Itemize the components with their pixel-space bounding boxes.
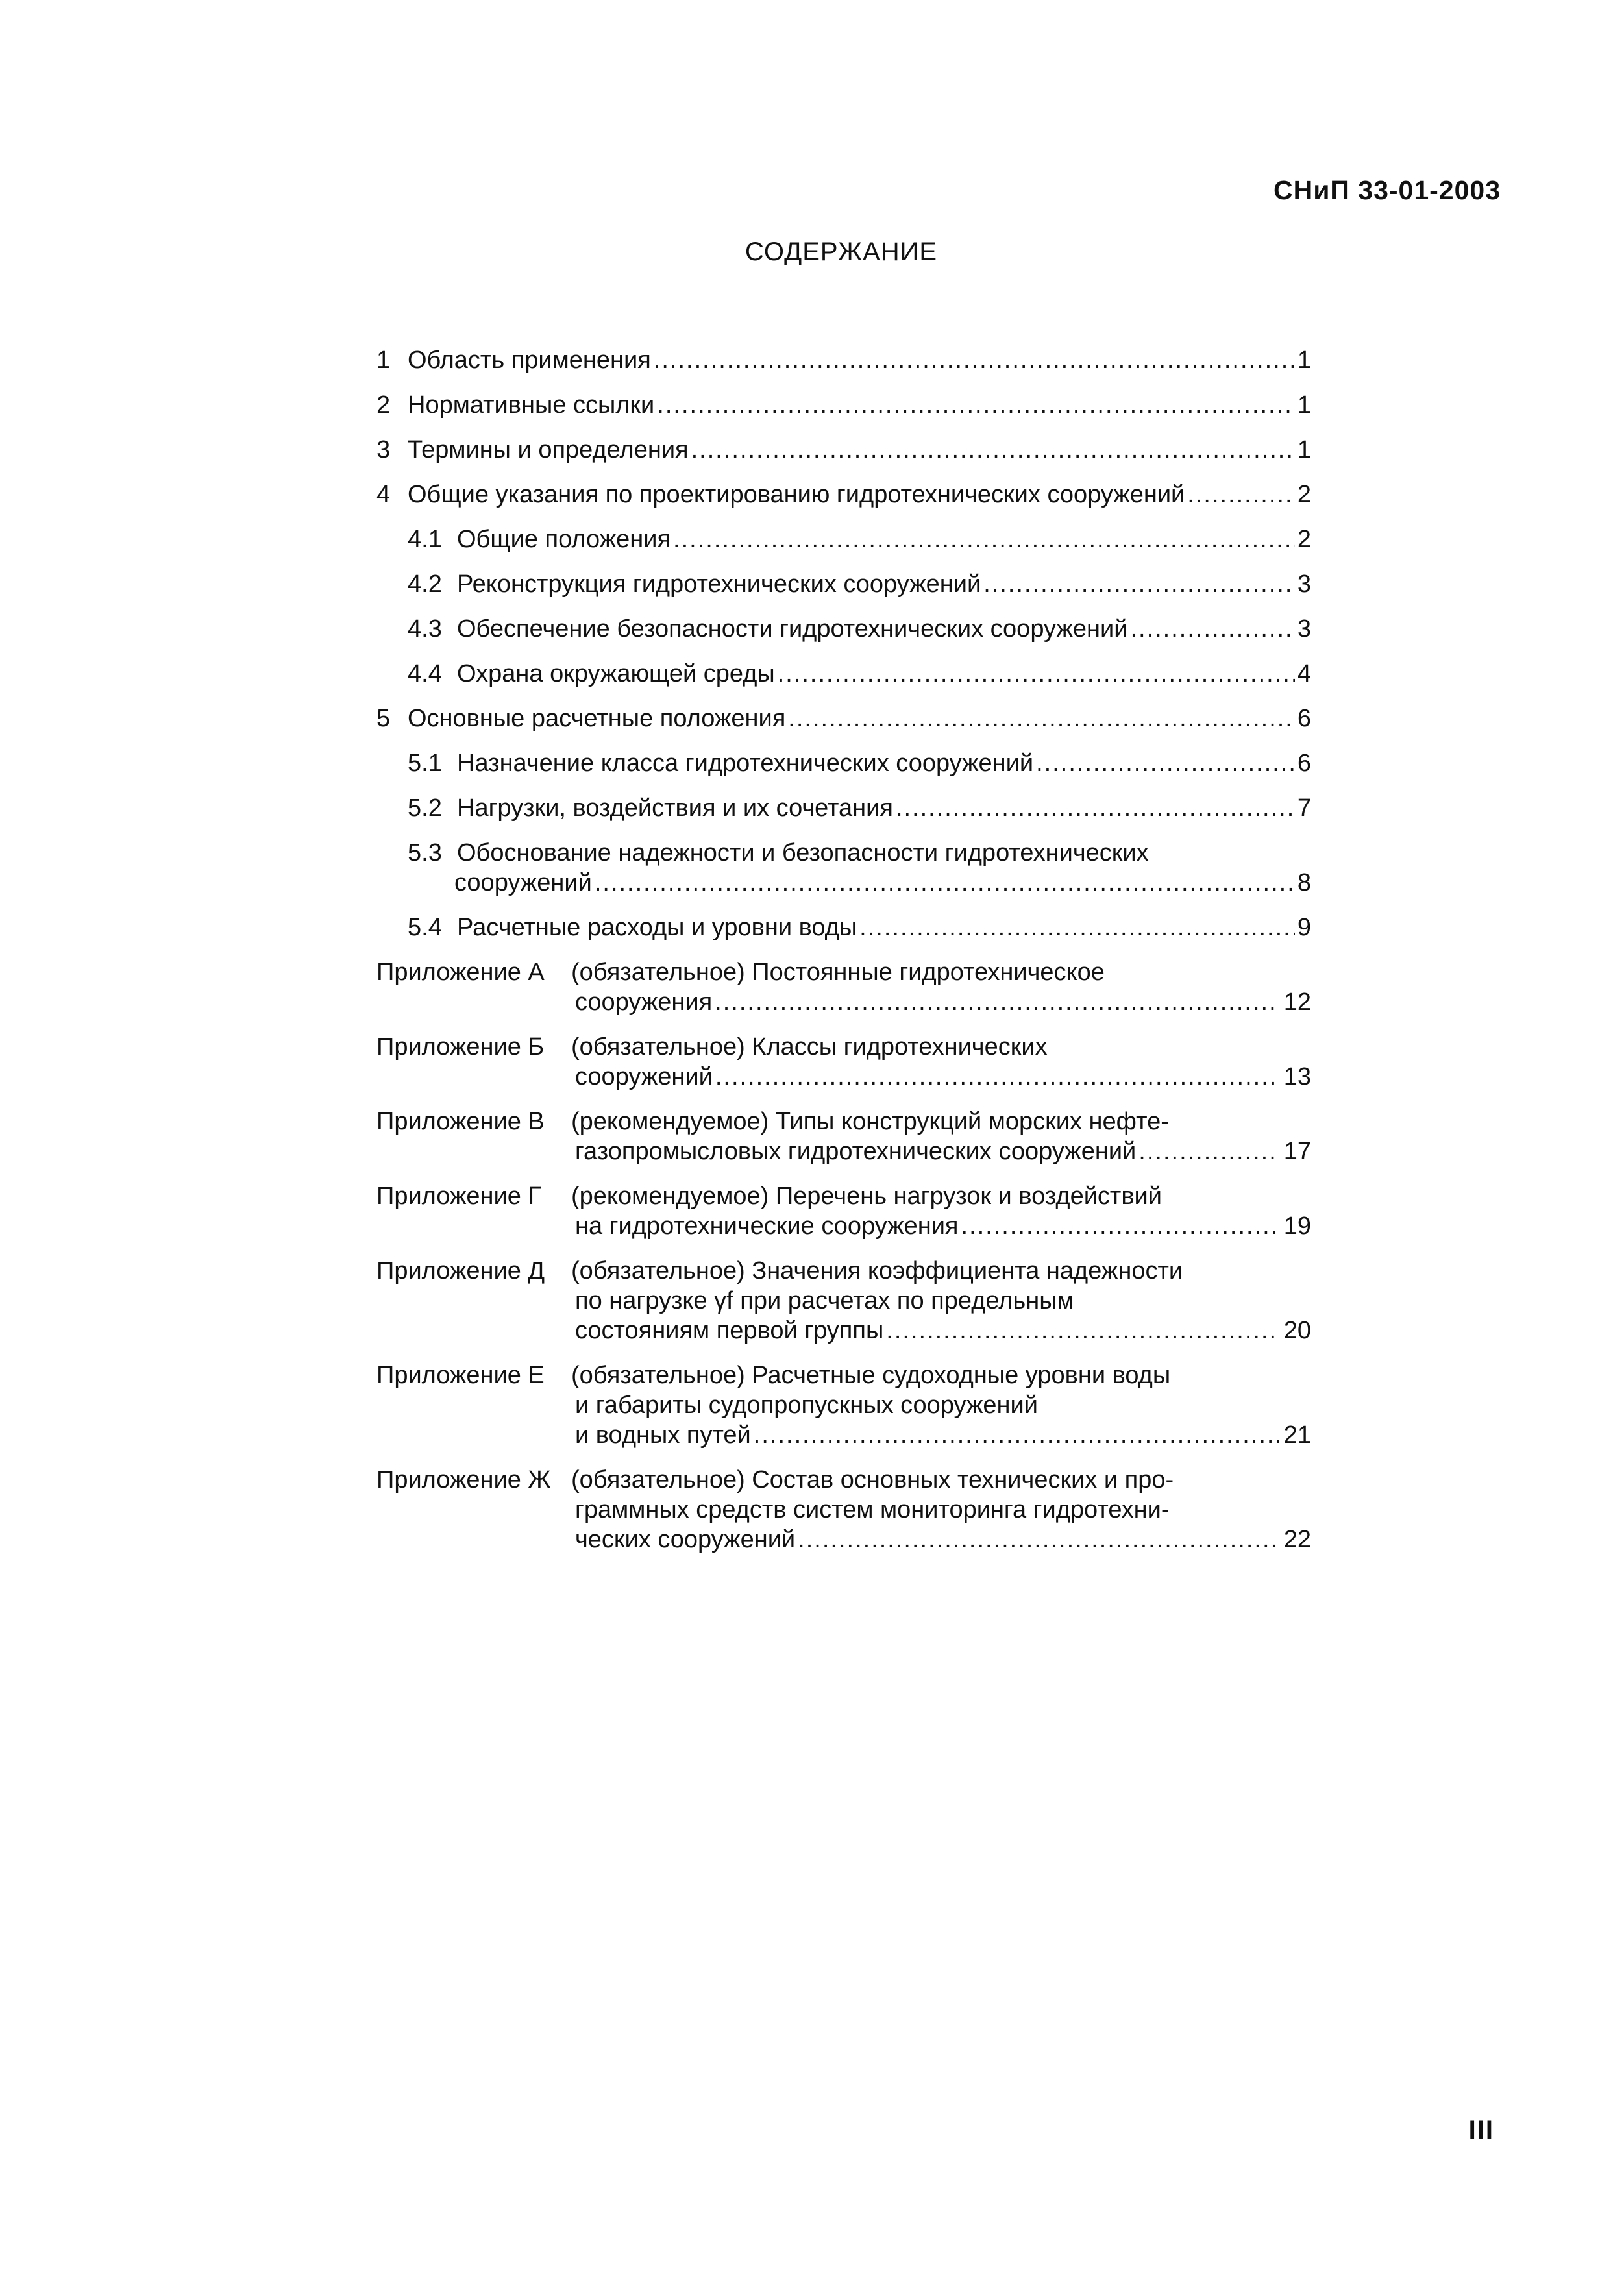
toc-num: 4.1: [408, 526, 442, 553]
toc-entry-4-2[interactable]: [376, 569, 1311, 599]
appendix-last-line: газопромысловых гидротехнических сооружений: [575, 1138, 1137, 1165]
appendix-line: (обязательное) Классы гидротехнических: [571, 1033, 1048, 1061]
toc-text: Охрана окружающей среды: [457, 660, 775, 687]
toc-page: 12: [1283, 989, 1311, 1016]
appendix-label: Приложение Е: [376, 1362, 545, 1389]
toc-entry-4-4[interactable]: [376, 659, 1311, 689]
toc-page: 9: [1297, 914, 1311, 941]
toc-text: Нагрузки, воздействия и их сочетания: [457, 794, 893, 822]
toc-entry-5-2[interactable]: [376, 793, 1311, 823]
toc-text: Термины и определения: [408, 436, 689, 463]
toc-entry-5-4[interactable]: [376, 913, 1311, 942]
appendix-last-line: состояниям первой группы: [575, 1317, 884, 1344]
toc-page: 19: [1283, 1212, 1311, 1240]
appendix-line: (обязательное) Состав основных технических и про-: [571, 1466, 1174, 1493]
toc-num: 4.2: [408, 571, 442, 598]
toc-entry-1[interactable]: [376, 345, 1311, 375]
appendix-line: и габариты судопропускных сооружений: [575, 1392, 1038, 1419]
toc-page: 2: [1297, 526, 1311, 553]
document-code: СНиП 33-01-2003: [1273, 175, 1501, 205]
appendix-label: Приложение А: [376, 959, 545, 986]
appendix-line: (рекомендуемое) Типы конструкций морских нефте-: [571, 1108, 1169, 1135]
appendix-last-line: ческих сооружений: [575, 1526, 796, 1553]
toc-num: 2: [376, 391, 391, 419]
appendix-label: Приложение Д: [376, 1257, 545, 1284]
toc-text: Расчетные расходы и уровни воды: [457, 914, 857, 941]
toc-page: 1: [1297, 347, 1311, 374]
toc-num: 5.3: [408, 839, 442, 866]
appendix-line: (обязательное) Расчетные судоходные уровни воды: [571, 1362, 1171, 1389]
toc-page: 3: [1297, 615, 1311, 643]
toc-page: 6: [1297, 750, 1311, 777]
toc-num: 5: [376, 705, 391, 732]
toc-num: 4: [376, 481, 391, 508]
toc-entry-3[interactable]: [376, 435, 1311, 465]
toc-text: Нормативные ссылки: [408, 391, 655, 419]
toc-num: 4.3: [408, 615, 442, 643]
toc-appendix-a[interactable]: [376, 957, 1311, 1017]
toc-page: 3: [1297, 571, 1311, 598]
toc-text: Общие положения: [457, 526, 671, 553]
appendix-line: граммных средств систем мониторинга гидротехни-: [575, 1496, 1170, 1523]
toc-entry-4-3[interactable]: [376, 614, 1311, 644]
toc-num: 3: [376, 436, 391, 463]
toc-text: Назначение класса гидротехнических сооружений: [457, 750, 1034, 777]
toc-text: Основные расчетные положения: [408, 705, 786, 732]
appendix-last-line: на гидротехнические сооружения: [575, 1212, 959, 1240]
toc-page: 1: [1297, 436, 1311, 463]
toc-appendix-v[interactable]: [376, 1107, 1311, 1166]
appendix-line: по нагрузке γf при расчетах по предельным: [575, 1287, 1074, 1314]
toc-appendix-e[interactable]: [376, 1360, 1311, 1450]
toc-num: 5.1: [408, 750, 442, 777]
toc-num: 5.2: [408, 794, 442, 822]
toc-page: 4: [1297, 660, 1311, 687]
toc-num: 5.4: [408, 914, 442, 941]
toc-appendix-b[interactable]: [376, 1032, 1311, 1092]
toc-entry-2[interactable]: [376, 390, 1311, 420]
toc-appendix-zh[interactable]: [376, 1465, 1311, 1555]
toc-page: 1: [1297, 391, 1311, 419]
toc-text-line1: Обоснование надежности и безопасности гидротехнических: [457, 839, 1149, 866]
page-number: III: [1468, 2116, 1494, 2145]
toc-entry-5-3[interactable]: [376, 838, 1311, 898]
toc-entry-5[interactable]: [376, 704, 1311, 733]
toc-page: 20: [1283, 1317, 1311, 1344]
appendix-label: Приложение Ж: [376, 1466, 551, 1493]
toc-text: Обеспечение безопасности гидротехнических сооружений: [457, 615, 1128, 643]
toc-page: 6: [1297, 705, 1311, 732]
toc-page: 22: [1283, 1526, 1311, 1553]
toc-entry-5-1[interactable]: [376, 748, 1311, 778]
appendix-last-line: и водных путей: [575, 1421, 751, 1449]
toc-page: 21: [1283, 1421, 1311, 1449]
appendix-line: (обязательное) Постоянные гидротехническое: [571, 959, 1105, 986]
toc-title: СОДЕРЖАНИЕ: [744, 238, 938, 266]
appendix-last-line: сооружения: [575, 989, 713, 1016]
appendix-line: (обязательное) Значения коэффициента надежности: [571, 1257, 1183, 1284]
toc-page: 13: [1283, 1063, 1311, 1090]
toc-entry-4[interactable]: [376, 480, 1311, 510]
toc-page: 7: [1297, 794, 1311, 822]
toc-num: 1: [376, 347, 391, 374]
toc-appendix-g[interactable]: [376, 1181, 1311, 1241]
toc-text: Общие указания по проектированию гидротехнических сооружений: [408, 481, 1185, 508]
toc-appendix-d[interactable]: [376, 1256, 1311, 1346]
appendix-label: Приложение В: [376, 1108, 545, 1135]
toc-page: 8: [1297, 869, 1311, 896]
table-of-contents: [376, 345, 1311, 1569]
toc-text: Реконструкция гидротехнических сооружений: [457, 571, 981, 598]
toc-text: сооружений: [454, 869, 592, 896]
appendix-line: (рекомендуемое) Перечень нагрузок и воздействий: [571, 1183, 1162, 1210]
toc-text: Область применения: [408, 347, 651, 374]
appendix-last-line: сооружений: [575, 1063, 713, 1090]
appendix-label: Приложение Г: [376, 1183, 542, 1210]
appendix-label: Приложение Б: [376, 1033, 545, 1061]
toc-page: 2: [1297, 481, 1311, 508]
toc-page: 17: [1283, 1138, 1311, 1165]
toc-num: 4.4: [408, 660, 442, 687]
toc-entry-4-1[interactable]: [376, 524, 1311, 554]
